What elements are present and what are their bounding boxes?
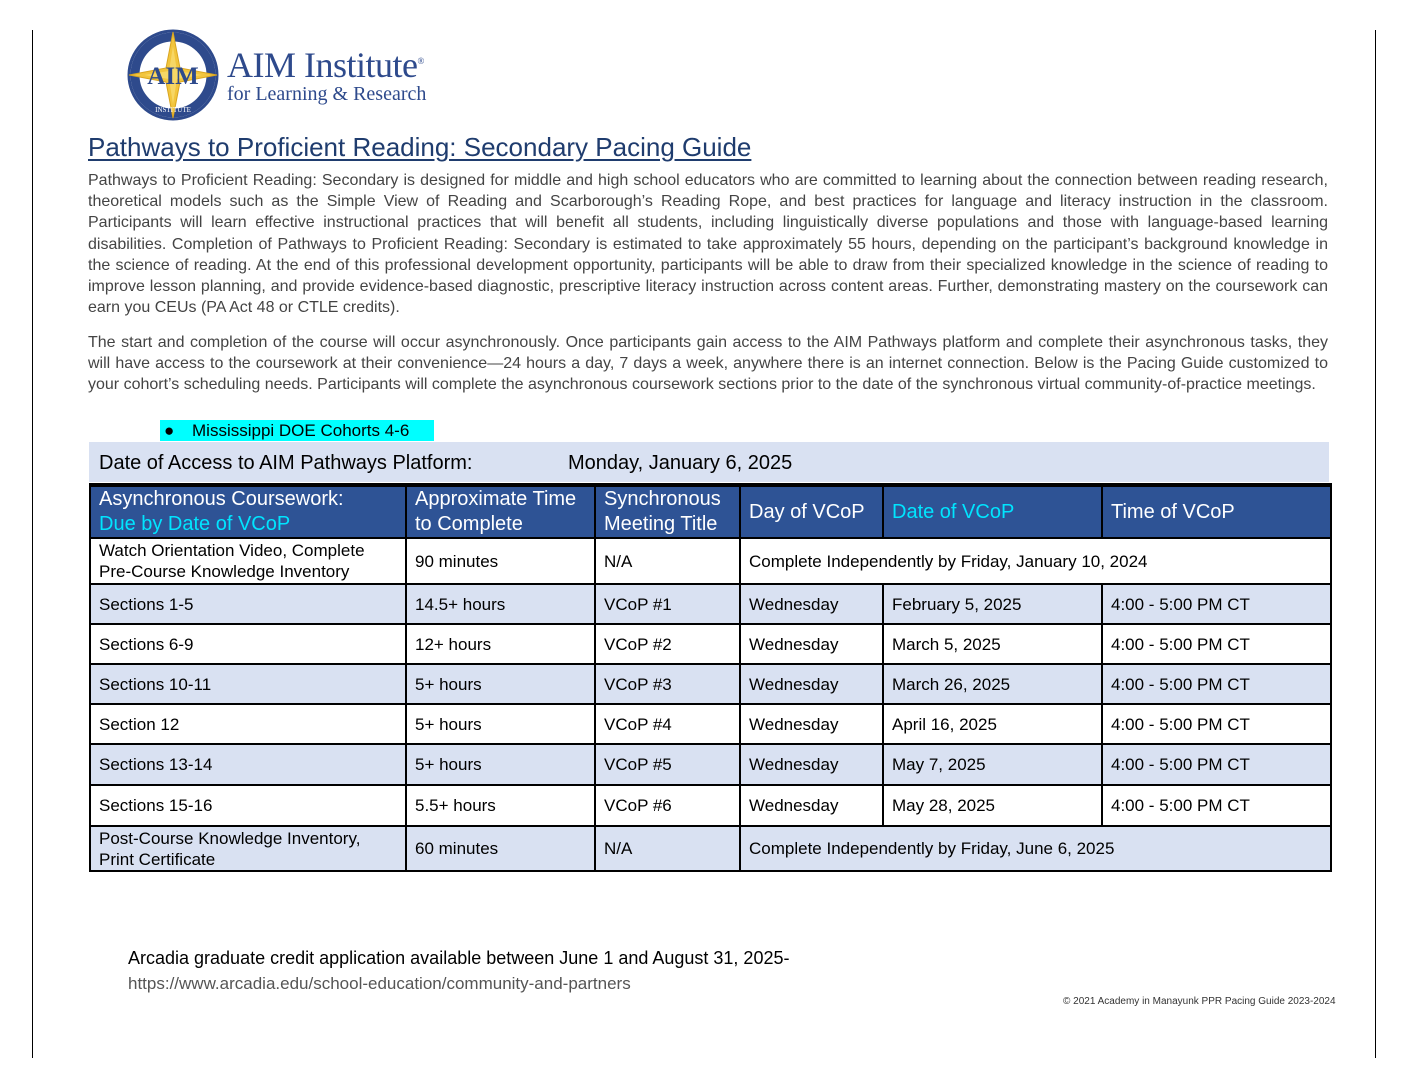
table-row: [90, 826, 1331, 871]
badge-ring-text: INSTITUTE: [155, 106, 191, 114]
cell-coursework: Watch Orientation Video, Complete Pre-Course Knowledge Inventory: [90, 538, 406, 584]
cell-date: February 5, 2025: [883, 584, 1102, 624]
cell-day: Wednesday: [740, 704, 883, 744]
pacing-table: [89, 483, 1332, 872]
cell-meeting: VCoP #1: [595, 584, 740, 624]
table-row: [90, 584, 1331, 624]
cell-coursework: Sections 13-14: [90, 744, 406, 785]
header-day: Day of VCoP: [740, 485, 883, 538]
cell-meeting: VCoP #5: [595, 744, 740, 785]
cell-date: March 26, 2025: [883, 664, 1102, 704]
logo-name: [227, 44, 424, 86]
cell-date: May 28, 2025: [883, 785, 1102, 826]
cell-time: 5.5+ hours: [406, 785, 595, 826]
page-title: Pathways to Proficient Reading: Secondary Pacing Guide: [88, 132, 752, 162]
table-row: [90, 704, 1331, 744]
header-coursework: [90, 485, 406, 538]
cell-coursework: Sections 10-11: [90, 664, 406, 704]
cell-time: 14.5+ hours: [406, 584, 595, 624]
cell-time: 90 minutes: [406, 538, 595, 584]
cell-meeting: VCoP #2: [595, 624, 740, 664]
access-date: Monday, January 6, 2025: [568, 452, 793, 474]
cell-merged: Complete Independently by Friday, June 6, 2025: [740, 826, 1331, 871]
graduate-credit-note: Arcadia graduate credit application available between June 1 and August 31, 2025-: [128, 948, 790, 968]
cell-hour: 4:00 - 5:00 PM CT: [1102, 744, 1331, 785]
header-time: Approximate Time to Complete: [406, 485, 595, 538]
cell-hour: 4:00 - 5:00 PM CT: [1102, 704, 1331, 744]
cell-meeting: VCoP #6: [595, 785, 740, 826]
schedule-paragraph: The start and completion of the course will occur asynchronously. Once participants gain access to the AIM Pathways platform and complete their asynchronous tasks, they will have access to the coursework at their convenience—24 hours a day, 7 days a week, anywhere there is an internet connection. Below is the Pacing Guide customized to your cohort’s scheduling needs. Participants will complete the asynchronous coursework sections prior to the date of the synchronous virtual community-of-practice meetings.: [88, 334, 1328, 394]
cell-time: 5+ hours: [406, 704, 595, 744]
table-row: [90, 538, 1331, 584]
header-date: Date of VCoP: [883, 485, 1102, 538]
table-row: [90, 785, 1331, 826]
cohort-highlight: [160, 420, 434, 441]
bullet-icon: ●: [164, 421, 175, 440]
cell-merged: Complete Independently by Friday, January 10, 2024: [740, 538, 1331, 584]
right-margin-line: [1375, 30, 1376, 1058]
cell-hour: 4:00 - 5:00 PM CT: [1102, 785, 1331, 826]
cell-coursework: Section 12: [90, 704, 406, 744]
cell-meeting: VCoP #3: [595, 664, 740, 704]
table-row: [90, 664, 1331, 704]
cell-date: May 7, 2025: [883, 744, 1102, 785]
intro-paragraph: Pathways to Proficient Reading: Secondary is designed for middle and high school educators who are committed to learning about the connection between reading research, theoretical models such as the Simple View of Reading and Scarborough’s Reading Rope, and best practices for language and literacy instruction in the classroom. Participants will learn effective instructional practices that will benefit all students, including linguistically diverse populations and those with language-based learning disabilities. Completion of Pathways to Proficient Reading: Secondary is estimated to take approximately 55 hours, depending on the participant’s background knowledge in the science of reading. At the end of this professional development opportunity, participants will be able to draw from their specialized knowledge in the science of reading to improve lesson planning, and provide evidence-based diagnostic, prescriptive literacy instruction across content areas. Further, demonstrating mastery on the coursework can earn you CEUs (PA Act 48 or CTLE credits).: [88, 172, 1328, 317]
cell-hour: 4:00 - 5:00 PM CT: [1102, 584, 1331, 624]
cell-coursework: Sections 6-9: [90, 624, 406, 664]
cell-coursework: Post-Course Knowledge Inventory, Print Certificate: [90, 826, 406, 871]
cell-meeting: N/A: [595, 538, 740, 584]
cell-date: March 5, 2025: [883, 624, 1102, 664]
cell-hour: 4:00 - 5:00 PM CT: [1102, 664, 1331, 704]
cell-meeting: VCoP #4: [595, 704, 740, 744]
logo-subtitle: for Learning & Research: [227, 83, 427, 105]
badge-text: AIM: [147, 63, 199, 90]
cohort-label: Mississippi DOE Cohorts 4-6: [192, 421, 410, 440]
aim-institute-logo: [127, 28, 467, 124]
cell-coursework: Sections 1-5: [90, 584, 406, 624]
table-row: [90, 624, 1331, 664]
cell-day: Wednesday: [740, 744, 883, 785]
cell-meeting: N/A: [595, 826, 740, 871]
cell-day: Wednesday: [740, 624, 883, 664]
cell-time: 5+ hours: [406, 744, 595, 785]
header-hour: Time of VCoP: [1102, 485, 1331, 538]
table-header-row: [90, 485, 1331, 538]
aim-badge-icon: [127, 28, 223, 124]
cell-coursework: Sections 15-16: [90, 785, 406, 826]
arcadia-link[interactable]: https://www.arcadia.edu/school-education/community-and-partners: [128, 974, 631, 993]
cell-time: 60 minutes: [406, 826, 595, 871]
cell-day: Wednesday: [740, 664, 883, 704]
logo-name-text: AIM Institute: [227, 45, 418, 85]
access-date-bar: [89, 442, 1329, 482]
header-coursework-label: Asynchronous Coursework:: [99, 488, 344, 510]
access-label: Date of Access to AIM Pathways Platform:: [99, 452, 473, 474]
left-margin-line: [32, 30, 33, 1058]
cell-hour: 4:00 - 5:00 PM CT: [1102, 624, 1331, 664]
cell-date: April 16, 2025: [883, 704, 1102, 744]
cell-day: Wednesday: [740, 785, 883, 826]
table-row: [90, 744, 1331, 785]
cell-time: 12+ hours: [406, 624, 595, 664]
header-coursework-due: Due by Date of VCoP: [99, 513, 291, 535]
registered-mark: ®: [417, 56, 424, 66]
cell-day: Wednesday: [740, 584, 883, 624]
copyright-notice: © 2021 Academy in Manayunk PPR Pacing Guide 2023-2024: [1063, 996, 1336, 1007]
header-meeting: Synchronous Meeting Title: [595, 485, 740, 538]
cell-time: 5+ hours: [406, 664, 595, 704]
